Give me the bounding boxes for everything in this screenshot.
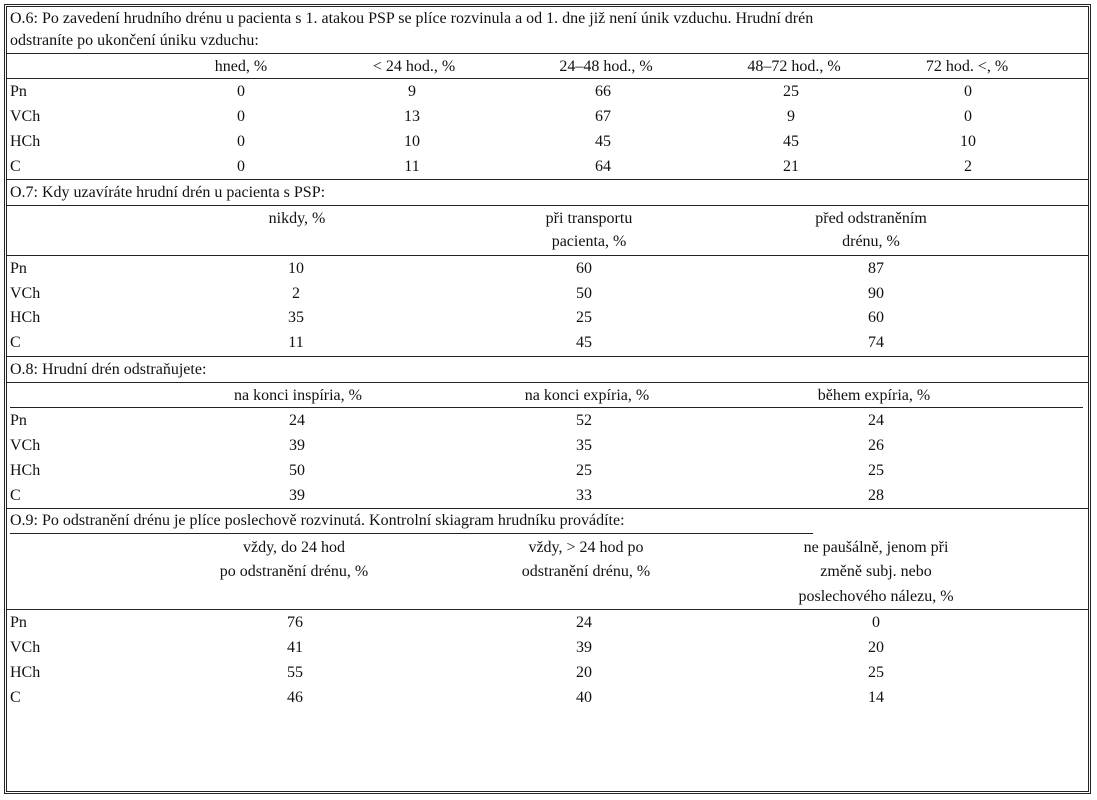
table-cell: 0 [237, 108, 245, 125]
q9-header: poslechového nálezu, % [798, 588, 954, 605]
q7-header: při transportu [545, 210, 633, 227]
table-cell: 67 [595, 108, 611, 125]
row-label: HCh [10, 309, 41, 326]
row-label: C [10, 487, 21, 504]
table-cell: 2 [964, 158, 972, 175]
table-cell: 0 [237, 133, 245, 150]
q6-header: hned, % [214, 58, 268, 75]
row-label: Pn [10, 83, 27, 100]
table-cell: 11 [288, 334, 304, 351]
table-cell: 46 [287, 689, 303, 706]
table-cell: 90 [868, 285, 884, 302]
row-label: HCh [10, 133, 41, 150]
q9-header: odstranění drénu, % [521, 563, 651, 580]
q6-header: 48–72 hod., % [747, 58, 841, 75]
table-cell: 45 [595, 133, 611, 150]
table-cell: 60 [576, 260, 592, 277]
table-cell: 41 [287, 639, 303, 656]
table-cell: 64 [595, 158, 611, 175]
table-cell: 0 [964, 83, 972, 100]
table-cell: 24 [576, 614, 592, 631]
row-label: VCh [10, 285, 41, 302]
q9-header: ne paušálně, jenom při [803, 539, 949, 556]
table-cell: 20 [576, 664, 592, 681]
table-cell: 24 [868, 412, 884, 429]
table-cell: 74 [868, 334, 884, 351]
table-cell: 45 [576, 334, 592, 351]
q9-header: změně subj. nebo [820, 563, 932, 580]
q8-header: během expíria, % [817, 387, 931, 404]
q6-header: 72 hod. <, % [925, 58, 1009, 75]
table-cell: 50 [576, 285, 592, 302]
q9-header: po odstranění drénu, % [219, 563, 369, 580]
divider [7, 179, 1088, 180]
divider [7, 382, 1088, 383]
table-cell: 10 [960, 133, 976, 150]
table-cell: 26 [868, 437, 884, 454]
q6-header: 24–48 hod., % [559, 58, 653, 75]
table-cell: 45 [783, 133, 799, 150]
row-label: HCh [10, 664, 41, 681]
q9-header: vždy, > 24 hod po [528, 539, 644, 556]
table-cell: 66 [595, 83, 611, 100]
divider [7, 609, 1088, 610]
divider [7, 255, 1088, 256]
divider [7, 78, 1088, 79]
row-label: Pn [10, 412, 27, 429]
row-label: VCh [10, 108, 41, 125]
table-cell: 40 [576, 689, 592, 706]
table-cell: 55 [287, 664, 303, 681]
table-cell: 52 [576, 412, 592, 429]
q7-header: nikdy, % [268, 210, 326, 227]
question-q8: O.8: Hrudní drén odstraňujete: [10, 361, 207, 378]
table-cell: 60 [868, 309, 884, 326]
table-cell: 39 [576, 639, 592, 656]
q8-header: na konci expíria, % [524, 387, 650, 404]
divider [7, 205, 1088, 206]
divider [7, 508, 1088, 509]
row-label: HCh [10, 462, 41, 479]
row-label: VCh [10, 639, 41, 656]
q7-header: před odstraněním [815, 210, 927, 227]
table-cell: 25 [868, 462, 884, 479]
row-label: C [10, 689, 21, 706]
table-cell: 10 [404, 133, 420, 150]
q9-header: vždy, do 24 hod [242, 539, 346, 556]
row-label: VCh [10, 437, 41, 454]
question-q7: O.7: Kdy uzavíráte hrudní drén u pacienta s PSP: [10, 184, 326, 201]
question-underline [10, 533, 813, 534]
table-cell: 25 [783, 83, 799, 100]
table-cell: 87 [868, 260, 884, 277]
table-cell: 28 [868, 487, 884, 504]
table-cell: 24 [289, 412, 305, 429]
survey-table [4, 4, 1091, 794]
row-label: Pn [10, 614, 27, 631]
table-cell: 0 [872, 614, 880, 631]
table-cell: 14 [868, 689, 884, 706]
question-q9: O.9: Po odstranění drénu je plíce poslechově rozvinutá. Kontrolní skiagram hrudníku provádíte: [10, 512, 625, 529]
table-cell: 2 [292, 285, 300, 302]
header-underline [10, 407, 1083, 408]
table-cell: 25 [576, 462, 592, 479]
q7-header: pacienta, % [551, 233, 627, 250]
table-cell: 9 [408, 83, 416, 100]
q8-header: na konci inspíria, % [234, 387, 362, 404]
row-label: C [10, 158, 21, 175]
question-q6-line1: O.6: Po zavedení hrudního drénu u pacienta s 1. atakou PSP se plíce rozvinula a od 1. dne již není únik vzduchu. Hrudní drén [10, 10, 814, 27]
row-label: Pn [10, 260, 27, 277]
table-cell: 35 [288, 309, 304, 326]
table-cell: 76 [287, 614, 303, 631]
table-cell: 0 [237, 158, 245, 175]
table-cell: 0 [237, 83, 245, 100]
table-cell: 35 [576, 437, 592, 454]
table-cell: 39 [289, 487, 305, 504]
question-q6-line2: odstraníte po ukončení úniku vzduchu: [10, 32, 259, 49]
divider [7, 356, 1088, 357]
table-cell: 39 [289, 437, 305, 454]
row-label: C [10, 334, 21, 351]
table-cell: 50 [289, 462, 305, 479]
table-cell: 13 [404, 108, 420, 125]
table-cell: 33 [576, 487, 592, 504]
table-cell: 20 [868, 639, 884, 656]
table-cell: 9 [787, 108, 795, 125]
table-cell: 21 [783, 158, 799, 175]
q7-header: drénu, % [842, 233, 900, 250]
table-cell: 11 [404, 158, 420, 175]
table-cell: 0 [964, 108, 972, 125]
divider [7, 53, 1088, 54]
table-cell: 10 [288, 260, 304, 277]
q6-header: < 24 hod., % [372, 58, 456, 75]
table-cell: 25 [868, 664, 884, 681]
table-cell: 25 [576, 309, 592, 326]
